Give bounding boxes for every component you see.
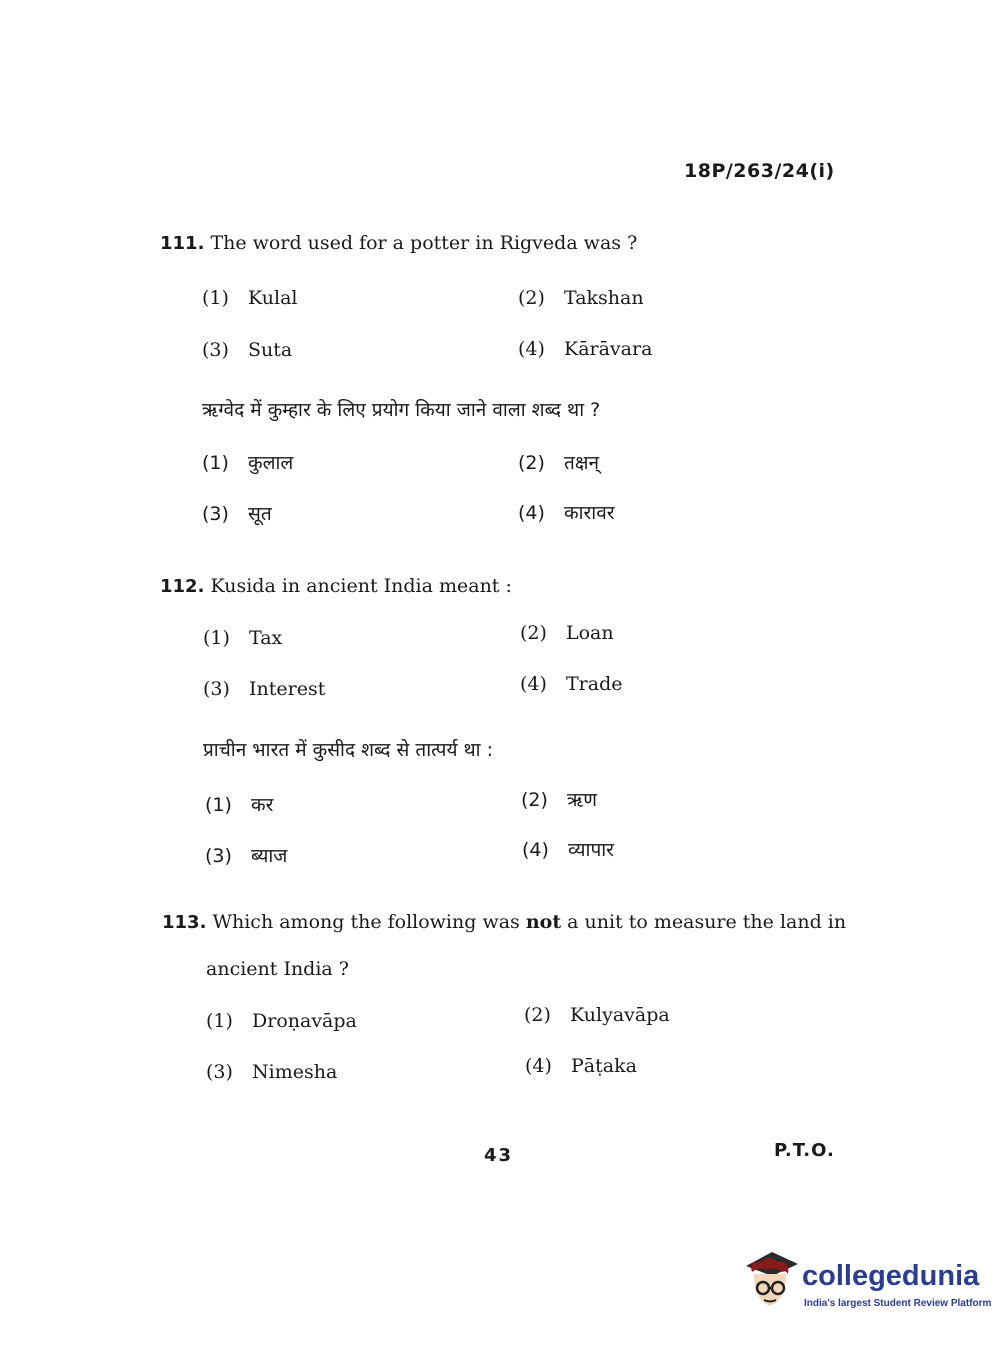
question-text-emphasis: not bbox=[525, 911, 562, 933]
option-113-en-1 bbox=[206, 1010, 357, 1032]
option-111-hi-3 bbox=[202, 500, 272, 526]
question-113 bbox=[162, 911, 846, 933]
option-111-hi-4 bbox=[518, 499, 615, 525]
question-111-hindi-text: ऋग्वेद में कुम्हार के लिए प्रयोग किया जाने वाला शब्द था ? bbox=[202, 399, 601, 421]
option-111-hi-1 bbox=[202, 449, 293, 475]
question-text: Which among the following was bbox=[212, 911, 526, 933]
option-number: (3) bbox=[206, 1061, 233, 1083]
mascot-icon bbox=[742, 1250, 800, 1312]
option-112-hi-1 bbox=[205, 791, 273, 817]
option-111-en-1 bbox=[202, 287, 298, 309]
option-112-en-2 bbox=[520, 622, 614, 644]
option-text: कर bbox=[251, 794, 274, 816]
option-111-en-4 bbox=[518, 338, 652, 360]
option-text: Droṇavāpa bbox=[252, 1010, 357, 1032]
brand-name: collegedunia bbox=[802, 1260, 980, 1292]
option-text: तक्षन् bbox=[564, 452, 599, 474]
option-text: Suta bbox=[248, 339, 293, 361]
option-112-hi-3 bbox=[205, 842, 287, 868]
option-text: Trade bbox=[566, 673, 623, 695]
option-text: Kulyavāpa bbox=[570, 1004, 670, 1026]
option-number: (2) bbox=[518, 287, 545, 309]
option-111-en-3 bbox=[202, 339, 292, 361]
question-111 bbox=[160, 232, 637, 254]
option-text: Tax bbox=[249, 627, 283, 649]
option-number: (2) bbox=[521, 789, 548, 811]
option-text: ऋण bbox=[567, 789, 597, 811]
question-number: 112. bbox=[160, 576, 205, 597]
please-turn-over: P.T.O. bbox=[774, 1140, 835, 1161]
option-text: Pāṭaka bbox=[571, 1055, 637, 1077]
option-text: Interest bbox=[249, 678, 326, 700]
option-number: (4) bbox=[522, 839, 549, 861]
option-text: कुलाल bbox=[248, 452, 294, 474]
option-number: (1) bbox=[202, 287, 229, 309]
option-112-hi-4 bbox=[522, 836, 614, 862]
option-number: (4) bbox=[520, 673, 547, 695]
option-number: (2) bbox=[524, 1004, 551, 1026]
option-112-en-4 bbox=[520, 673, 623, 695]
paper-code: 18P/263/24(i) bbox=[684, 160, 835, 182]
question-text: The word used for a potter in Rigveda was ? bbox=[210, 232, 638, 254]
option-number: (3) bbox=[203, 678, 230, 700]
option-number: (4) bbox=[518, 502, 545, 524]
collegedunia-logo bbox=[742, 1250, 992, 1320]
option-text: Kulal bbox=[248, 287, 298, 309]
option-number: (2) bbox=[518, 452, 545, 474]
option-112-en-1 bbox=[203, 627, 282, 649]
option-number: (1) bbox=[203, 627, 230, 649]
question-text-continued: a unit to measure the land in bbox=[561, 911, 847, 933]
option-number: (3) bbox=[202, 339, 229, 361]
option-text: Nimesha bbox=[252, 1061, 338, 1083]
option-number: (4) bbox=[525, 1055, 552, 1077]
question-112-hindi-text: प्राचीन भारत में कुसीद शब्द से तात्पर्य था : bbox=[203, 739, 494, 761]
option-112-en-3 bbox=[203, 678, 325, 700]
question-text: Kusida in ancient India meant : bbox=[210, 575, 512, 597]
option-111-hi-2 bbox=[518, 449, 599, 475]
option-text: व्यापार bbox=[568, 839, 614, 861]
option-113-en-3 bbox=[206, 1061, 337, 1083]
page-number: 43 bbox=[484, 1145, 514, 1166]
option-number: (1) bbox=[202, 452, 229, 474]
option-111-en-2 bbox=[518, 287, 644, 309]
option-number: (3) bbox=[202, 503, 229, 525]
option-text: Takshan bbox=[564, 287, 644, 309]
option-text: कारावर bbox=[564, 502, 615, 524]
option-113-en-2 bbox=[524, 1004, 670, 1026]
brand-tagline: India's largest Student Review Platform bbox=[804, 1298, 992, 1309]
option-text: सूत bbox=[248, 503, 272, 525]
option-number: (4) bbox=[518, 338, 545, 360]
question-number: 111. bbox=[160, 233, 205, 254]
option-number: (1) bbox=[205, 794, 232, 816]
option-text: ब्याज bbox=[251, 845, 288, 867]
question-113-line2: ancient India ? bbox=[206, 958, 349, 980]
option-number: (2) bbox=[520, 622, 547, 644]
option-112-hi-2 bbox=[521, 786, 597, 812]
question-number: 113. bbox=[162, 912, 207, 933]
option-text: Kārāvara bbox=[564, 338, 653, 360]
option-113-en-4 bbox=[525, 1055, 637, 1077]
question-112 bbox=[160, 575, 512, 597]
option-number: (1) bbox=[206, 1010, 233, 1032]
option-number: (3) bbox=[205, 845, 232, 867]
option-text: Loan bbox=[566, 622, 614, 644]
